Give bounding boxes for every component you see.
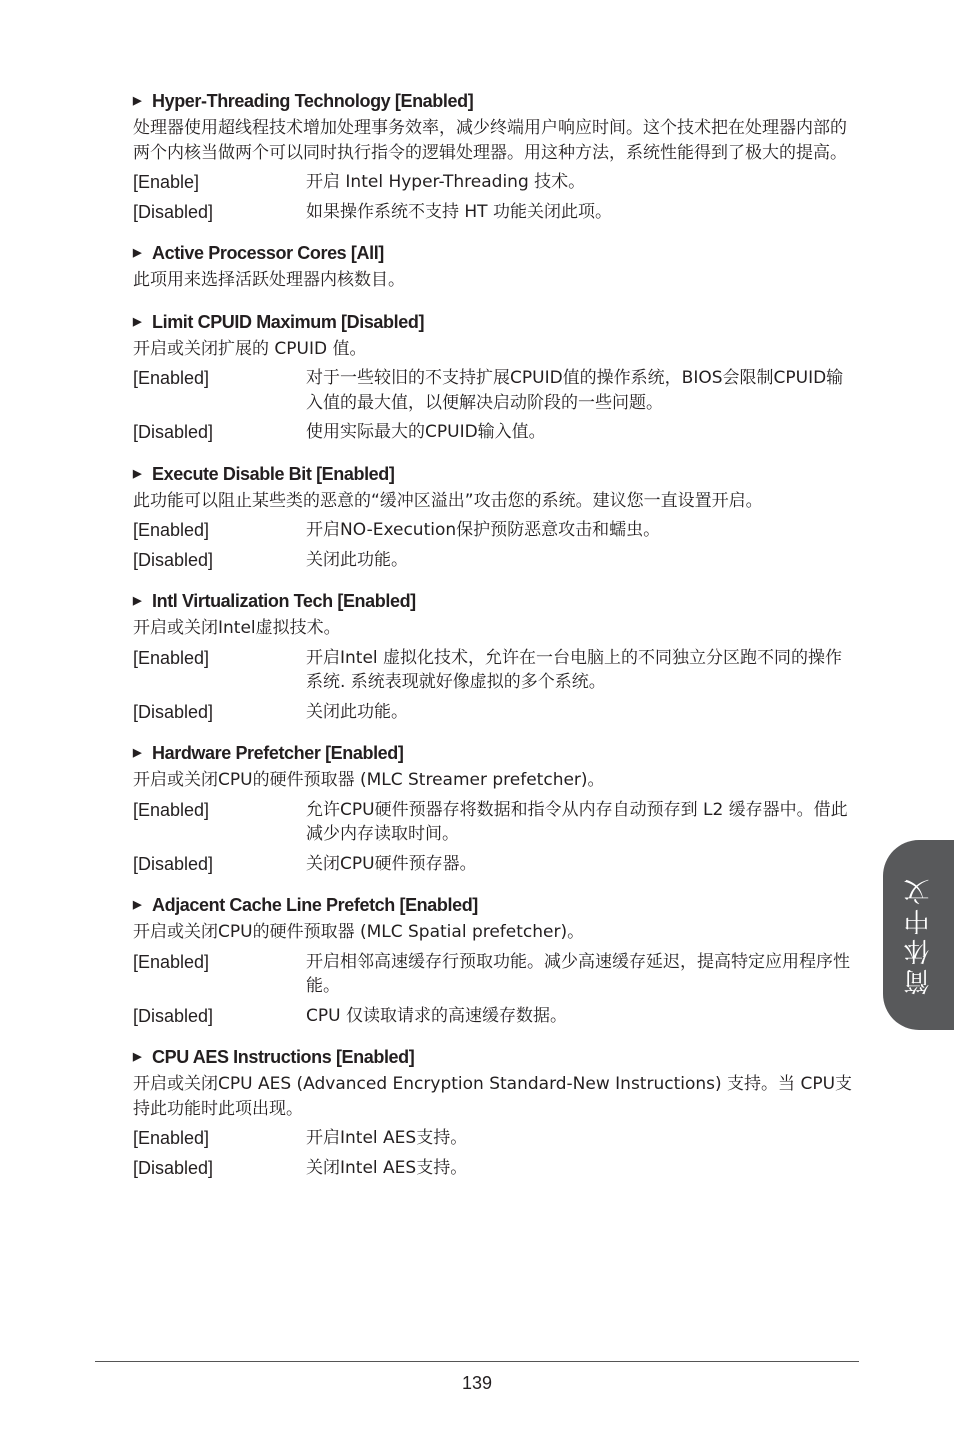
option-key: [Enabled] bbox=[133, 520, 210, 540]
option-row bbox=[133, 646, 858, 695]
option-key: [Disabled] bbox=[133, 201, 214, 222]
option-key: [Enabled] bbox=[133, 799, 210, 820]
section-heading bbox=[133, 240, 858, 266]
option-row bbox=[133, 1126, 858, 1151]
option-value: CPU 仅读取请求的高速缓存数据。 bbox=[306, 1005, 567, 1026]
triangle-bullet-icon: ▶ bbox=[133, 467, 142, 480]
option-row bbox=[133, 950, 858, 999]
option-key: [Disabled] bbox=[133, 853, 214, 874]
option-value: 开启 Intel Hyper-Threading 技术。 bbox=[306, 172, 586, 192]
option-row bbox=[133, 200, 858, 225]
option-value: 开启Intel AES支持。 bbox=[306, 1128, 468, 1148]
section-heading bbox=[133, 461, 858, 487]
language-tab-label: 简体中文 bbox=[904, 875, 934, 995]
section-title: Limit CPUID Maximum [Disabled] bbox=[152, 311, 425, 332]
option-key: [Disabled] bbox=[133, 422, 214, 442]
section-description: 开启或关闭CPU的硬件预取器 (MLC Spatial prefetcher)。 bbox=[133, 922, 585, 942]
page-number: 139 bbox=[461, 1373, 493, 1393]
section-heading bbox=[133, 309, 858, 335]
option-key: [Enable] bbox=[133, 172, 200, 192]
option-key: [Enabled] bbox=[133, 1128, 210, 1148]
triangle-bullet-icon: ▶ bbox=[133, 315, 142, 328]
option-value: 对于一些较旧的不支持扩展CPUID值的操作系统，BIOS会限制CPUID输入值的最大值，以便解决启动阶段的一些问题。 bbox=[306, 368, 844, 413]
option-row bbox=[133, 366, 858, 415]
option-key: [Enabled] bbox=[133, 368, 210, 388]
option-value: 开启NO-Execution保护预防恶意攻击和蠕虫。 bbox=[306, 520, 661, 540]
section-description: 开启或关闭Intel虚拟技术。 bbox=[133, 618, 341, 638]
option-value: 关闭CPU硬件预存器。 bbox=[306, 853, 477, 874]
option-row bbox=[133, 170, 858, 195]
option-value: 关闭此功能。 bbox=[306, 549, 408, 570]
option-row bbox=[133, 518, 858, 543]
section-description: 开启或关闭CPU AES (Advanced Encryption Standard-New Instructions) 支持。当 CPU支持此功能时此项出现。 bbox=[133, 1074, 853, 1119]
section-execute-disable-bit bbox=[133, 461, 858, 573]
option-value: 允许CPU硬件预器存将数据和指令从内存自动预存到 L2 缓存器中。借此减少内存读取时间。 bbox=[306, 799, 848, 844]
option-row bbox=[133, 798, 858, 847]
option-value: 关闭此功能。 bbox=[306, 701, 408, 722]
section-hardware-prefetcher bbox=[133, 740, 858, 876]
triangle-bullet-icon: ▶ bbox=[133, 247, 142, 259]
option-key: [Disabled] bbox=[133, 1157, 214, 1178]
section-title: Execute Disable Bit [Enabled] bbox=[152, 463, 395, 484]
section-description: 处理器使用超线程技术增加处理事务效率，减少终端用户响应时间。这个技术把在处理器内部的两个内核当做两个可以同时执行指令的逻辑处理器。用这种方法，系统性能得到了极大的提高。 bbox=[133, 118, 847, 163]
section-description: 此项用来选择活跃处理器内核数目。 bbox=[133, 270, 405, 290]
option-key: [Disabled] bbox=[133, 549, 214, 570]
section-description: 开启或关闭CPU的硬件预取器 (MLC Streamer prefetcher)。 bbox=[133, 770, 605, 790]
section-heading bbox=[133, 588, 858, 614]
triangle-bullet-icon: ▶ bbox=[133, 899, 142, 911]
option-key: [Enabled] bbox=[133, 647, 210, 668]
option-value: 使用实际最大的CPUID输入值。 bbox=[306, 422, 546, 442]
section-heading bbox=[133, 740, 858, 766]
option-row bbox=[133, 1004, 858, 1029]
option-row bbox=[133, 1156, 858, 1181]
section-title: Hardware Prefetcher [Enabled] bbox=[152, 743, 404, 763]
section-cpu-aes-instructions bbox=[133, 1044, 858, 1180]
section-heading bbox=[133, 892, 858, 918]
section-description: 此功能可以阻止某些类的恶意的“缓冲区溢出”攻击您的系统。建议您一直设置开启。 bbox=[133, 490, 763, 511]
section-heading bbox=[133, 88, 858, 114]
section-heading bbox=[133, 1044, 858, 1070]
section-active-processor-cores bbox=[133, 240, 858, 293]
section-title: Adjacent Cache Line Prefetch [Enabled] bbox=[152, 895, 478, 915]
option-row bbox=[133, 700, 858, 725]
section-title: CPU AES Instructions [Enabled] bbox=[152, 1047, 415, 1067]
section-limit-cpuid bbox=[133, 309, 858, 445]
section-title: Intl Virtualization Tech [Enabled] bbox=[152, 591, 416, 611]
footer-divider bbox=[95, 1361, 859, 1362]
section-hyper-threading bbox=[133, 88, 858, 224]
section-adjacent-cache-line-prefetch bbox=[133, 892, 858, 1028]
option-row bbox=[133, 420, 858, 445]
section-description: 开启或关闭扩展的 CPUID 值。 bbox=[133, 338, 367, 359]
option-value: 如果操作系统不支持 HT 功能关闭此项。 bbox=[306, 201, 612, 222]
option-value: 关闭Intel AES支持。 bbox=[306, 1157, 468, 1178]
option-key: [Disabled] bbox=[133, 1005, 214, 1026]
section-title: Hyper-Threading Technology [Enabled] bbox=[152, 91, 474, 111]
triangle-bullet-icon: ▶ bbox=[133, 95, 142, 107]
triangle-bullet-icon: ▶ bbox=[133, 595, 142, 607]
option-value: 开启Intel 虚拟化技术，允许在一台电脑上的不同独立分区跑不同的操作系统. 系统表现就好像虚拟的多个系统。 bbox=[306, 647, 843, 692]
option-row bbox=[133, 548, 858, 573]
option-row bbox=[133, 852, 858, 877]
option-key: [Disabled] bbox=[133, 701, 214, 722]
language-side-tab bbox=[883, 840, 954, 1030]
manual-content bbox=[133, 88, 858, 1196]
triangle-bullet-icon: ▶ bbox=[133, 747, 142, 759]
triangle-bullet-icon: ▶ bbox=[133, 1051, 142, 1063]
option-value: 开启相邻高速缓存行预取功能。减少高速缓存延迟，提高特定应用程序性能。 bbox=[306, 951, 850, 996]
section-virtualization-tech bbox=[133, 588, 858, 724]
option-key: [Enabled] bbox=[133, 951, 210, 972]
section-title: Active Processor Cores [All] bbox=[152, 243, 384, 263]
